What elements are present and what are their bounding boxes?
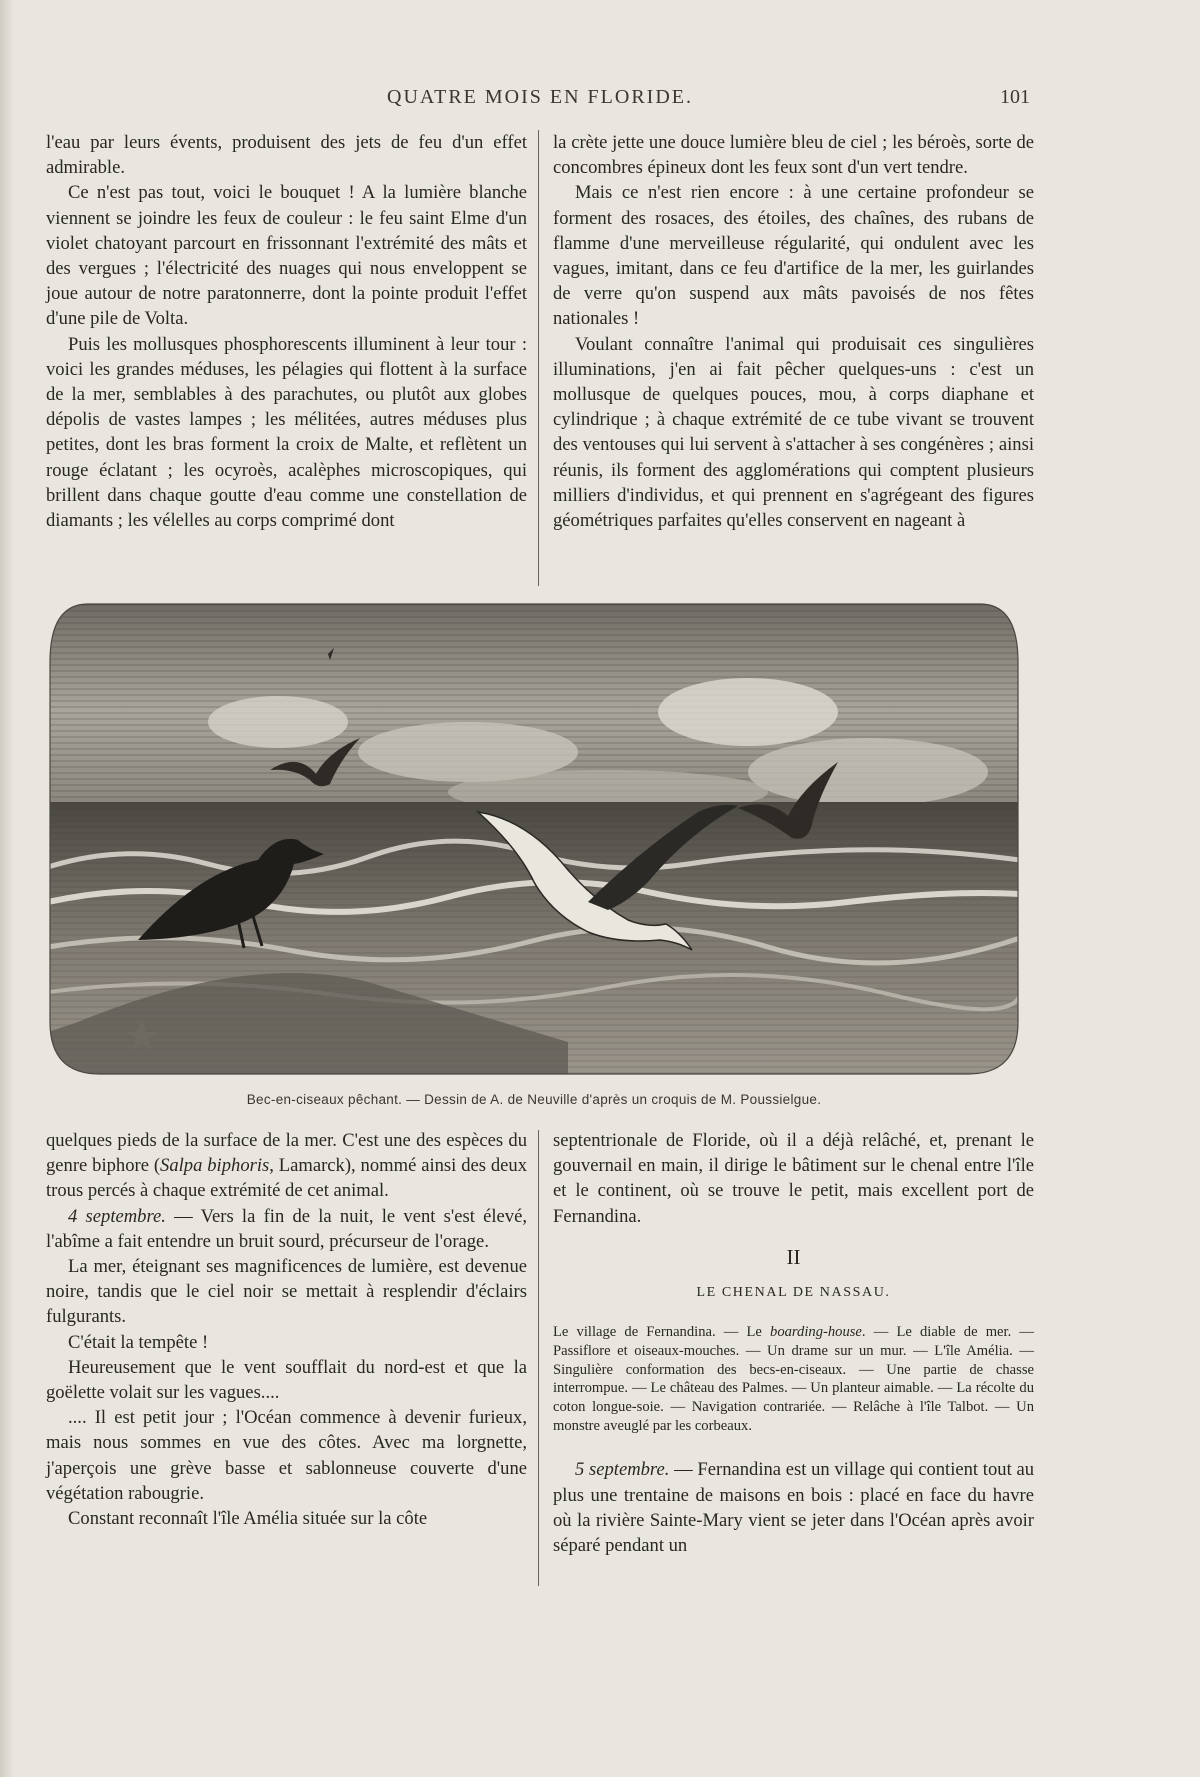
paragraph: Constant reconnaît l'île Amélia située sur la côte (68, 1508, 428, 1530)
column-top-left (46, 130, 527, 533)
paragraph: Voulant connaître l'animal qui produisait ces singulières illuminations, j'en ai fait pêcher quelques-uns : c'est un mollusque de quelques pouces, mou, à corps diaphane et cylindrique ; à chaque extrémité de ce tube vivant se trouvent des ventouses qui lui servent à s'attacher à ses congénères ; ainsi réunis, ils forment des agglomérations qui comptent plusieurs milliers d'individus, et qui prennent en s'agrégeant des figures géométriques parfaites qu'elles conservent en nageant à (553, 333, 1034, 532)
paragraph: Puis les mollusques phosphorescents illuminent à leur tour : voici les grandes méduses, les pélagies qui flottent à la surface de la mer, semblables à des parachutes, ou plutôt aux globes dépolis de vastes lampes ; les mélitées, autres méduses plus petites, dont les bras forment la croix de Malte, et reflètent un rouge éclatant ; les ocyroès, acalèphes microscopiques, qui brillent dans chaque goutte d'eau comme une constellation de diamants ; les vélelles au corps comprimé dont (46, 333, 527, 532)
paragraph: septentrionale de Floride, où il a déjà relâché, et, prenant le gouvernail en main, il dirige le bâtiment sur le chenal entre l'île et le continent, où se trouve le petit, mais excellent port de Fernandina. (553, 1130, 1034, 1227)
section-title: LE CHENAL DE NASSAU. (696, 1285, 891, 1301)
paragraph: Mais ce n'est rien encore : à une certaine profondeur se forment des rosaces, des étoiles, des chaînes, des rubans de flamme d'une merveilleuse régularité, qui ondulent avec les vagues, imitant, dans ce feu d'artifice de la mer, les guirlandes de verre qu'on suspend aux mâts pavoisés de nos fêtes nationales ! (553, 182, 1034, 330)
column-bottom-right (553, 1128, 1034, 1558)
dated-paragraph: 4 septembre. — Vers la fin de la nuit, le vent s'est élevé, l'abîme a fait entendre un bruit sourd, précurseur de l'orage. (46, 1205, 527, 1252)
column-bottom-left (46, 1128, 527, 1531)
column-divider (538, 130, 539, 586)
paragraph: La mer, éteignant ses magnificences de lumière, est devenue noire, tandis que le ciel noir se mettait à resplendir d'éclairs fulgurants. (46, 1256, 527, 1328)
date-label: 5 septembre. (575, 1459, 670, 1481)
page-number: 101 (1000, 86, 1030, 108)
figure-caption: Bec-en-ciseaux pêchant. — Dessin de A. de Neuville d'après un croquis de M. Poussielgue. (246, 1092, 822, 1107)
chapter-summary: Le village de Fernandina. — Le boarding-house. — Le diable de mer. — Passiflore et oiseaux-mouches. — Un drame sur un mur. — L'île Amélia. — Singulière conformation des becs-en-ciseaux. — Une partie de chasse interrompue. — Le château des Palmes. — Un planteur aimable. — La récolte du coton longue-soie. — Navigation contrariée. — Relâche à l'île Talbot. — Un monstre aveuglé par les corbeaux. (553, 1324, 1034, 1434)
paragraph: quelques pieds de la surface de la mer. C'est une des espèces du genre biphore (Salpa biphoris, Lamarck), nommé ainsi des deux trous percés à chaque extrémité de cet animal. (46, 1130, 527, 1202)
section-number: II (786, 1244, 801, 1269)
date-label: 4 septembre. (68, 1205, 166, 1227)
engraving-illustration (48, 602, 1020, 1076)
running-head: QUATRE MOIS EN FLORIDE. (387, 86, 693, 108)
paragraph: C'était la tempête ! (68, 1331, 209, 1353)
paragraph: .... Il est petit jour ; l'Océan commence à devenir furieux, mais nous sommes en vue des côtes. Avec ma lorgnette, j'aperçois une grève basse et sablonneuse couverte d'une végétation rabougrie. (46, 1407, 527, 1504)
column-top-right (553, 130, 1034, 533)
paragraph: la crète jette une douce lumière bleu de ciel ; les béroès, sorte de concombres épineux dont les feux sont d'un vert tendre. (553, 132, 1034, 179)
seabirds-engraving (48, 602, 1020, 1076)
gutter-shadow (0, 0, 14, 1777)
paragraph: Ce n'est pas tout, voici le bouquet ! A la lumière blanche viennent se joindre les feux de couleur : le feu saint Elme d'un violet chatoyant parcourt en frissonnant l'extrémité des mâts et des vergues ; l'électricité des nuages qui nous enveloppent se joue autour de notre paratonnerre, dont la pointe produit l'effet d'une pile de Volta. (46, 182, 527, 330)
column-divider (538, 1130, 539, 1586)
paragraph: Heureusement que le vent soufflait du nord-est et que la goëlette volait sur les vagues.... (46, 1356, 527, 1404)
dated-paragraph: 5 septembre. — Fernandina est un village qui contient tout au plus une trentaine de maisons en bois : placé en face du havre où la rivière Sainte-Mary vient se jeter dans l'Océan après avoir séparé pendant un (553, 1459, 1034, 1557)
paragraph: l'eau par leurs évents, produisent des jets de feu d'un effet admirable. (46, 132, 527, 179)
